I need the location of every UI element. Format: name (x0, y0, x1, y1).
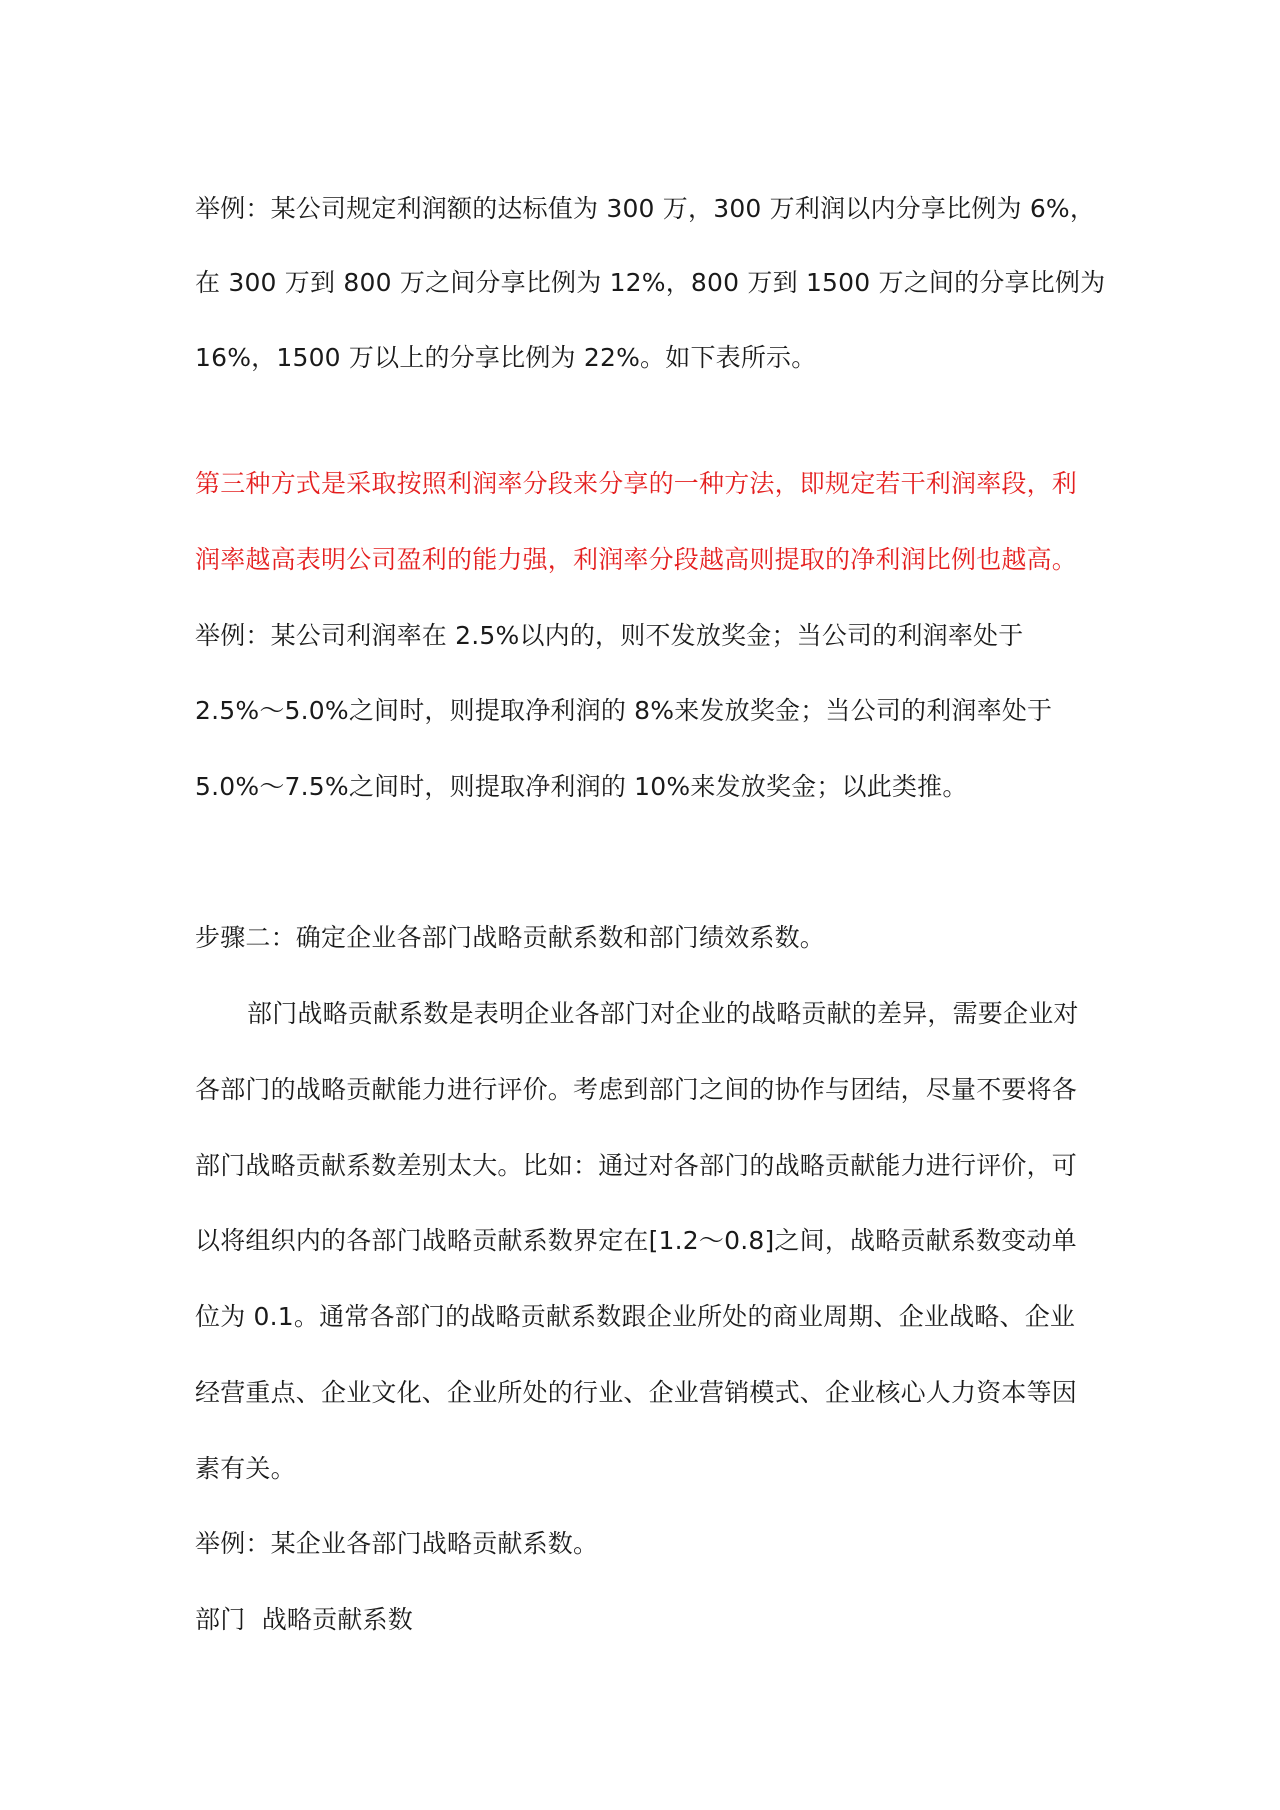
method3-line-1: 第三种方式是采取按照利润率分段来分享的一种方法，即规定若干利润率段，利 (195, 469, 1078, 498)
step2-heading: 步骤二：确定企业各部门战略贡献系数和部门绩效系数。 (195, 923, 826, 952)
example1-line-3: 16%，1500 万以上的分享比例为 22%。如下表所示。 (195, 343, 817, 372)
example1-line-2: 在 300 万到 800 万之间分享比例为 12%，800 万到 1500 万之间的分享比例为 (195, 268, 1106, 297)
step2-paragraph-line-6: 经营重点、企业文化、企业所处的行业、企业营销模式、企业核心人力资本等因 (195, 1378, 1078, 1407)
step2-paragraph-line-1: 部门战略贡献系数是表明企业各部门对企业的战略贡献的差异，需要企业对 (247, 999, 1079, 1028)
example2-line-1: 举例：某公司利润率在 2.5%以内的，则不发放奖金；当公司的利润率处于 (195, 621, 1024, 650)
table-header: 部门 战略贡献系数 (195, 1605, 413, 1634)
step2-example: 举例：某企业各部门战略贡献系数。 (195, 1529, 599, 1558)
example1-line-1: 举例：某公司规定利润额的达标值为 300 万，300 万利润以内分享比例为 6%， (195, 194, 1096, 223)
example2-line-3: 5.0%～7.5%之间时，则提取净利润的 10%来发放奖金；以此类推。 (195, 772, 968, 801)
step2-paragraph-line-4: 以将组织内的各部门战略贡献系数界定在[1.2～0.8]之间，战略贡献系数变动单 (195, 1226, 1077, 1255)
step2-paragraph-line-7: 素有关。 (195, 1454, 296, 1483)
method3-line-2: 润率越高表明公司盈利的能力强，利润率分段越高则提取的净利润比例也越高。 (195, 545, 1078, 574)
step2-paragraph-line-2: 各部门的战略贡献能力进行评价。考虑到部门之间的协作与团结，尽量不要将各 (195, 1075, 1078, 1104)
step2-paragraph-line-5: 位为 0.1。通常各部门的战略贡献系数跟企业所处的商业周期、企业战略、企业 (195, 1302, 1076, 1331)
example2-line-2: 2.5%～5.0%之间时，则提取净利润的 8%来发放奖金；当公司的利润率处于 (195, 696, 1053, 725)
step2-paragraph-line-3: 部门战略贡献系数差别太大。比如：通过对各部门的战略贡献能力进行评价，可 (195, 1151, 1078, 1180)
